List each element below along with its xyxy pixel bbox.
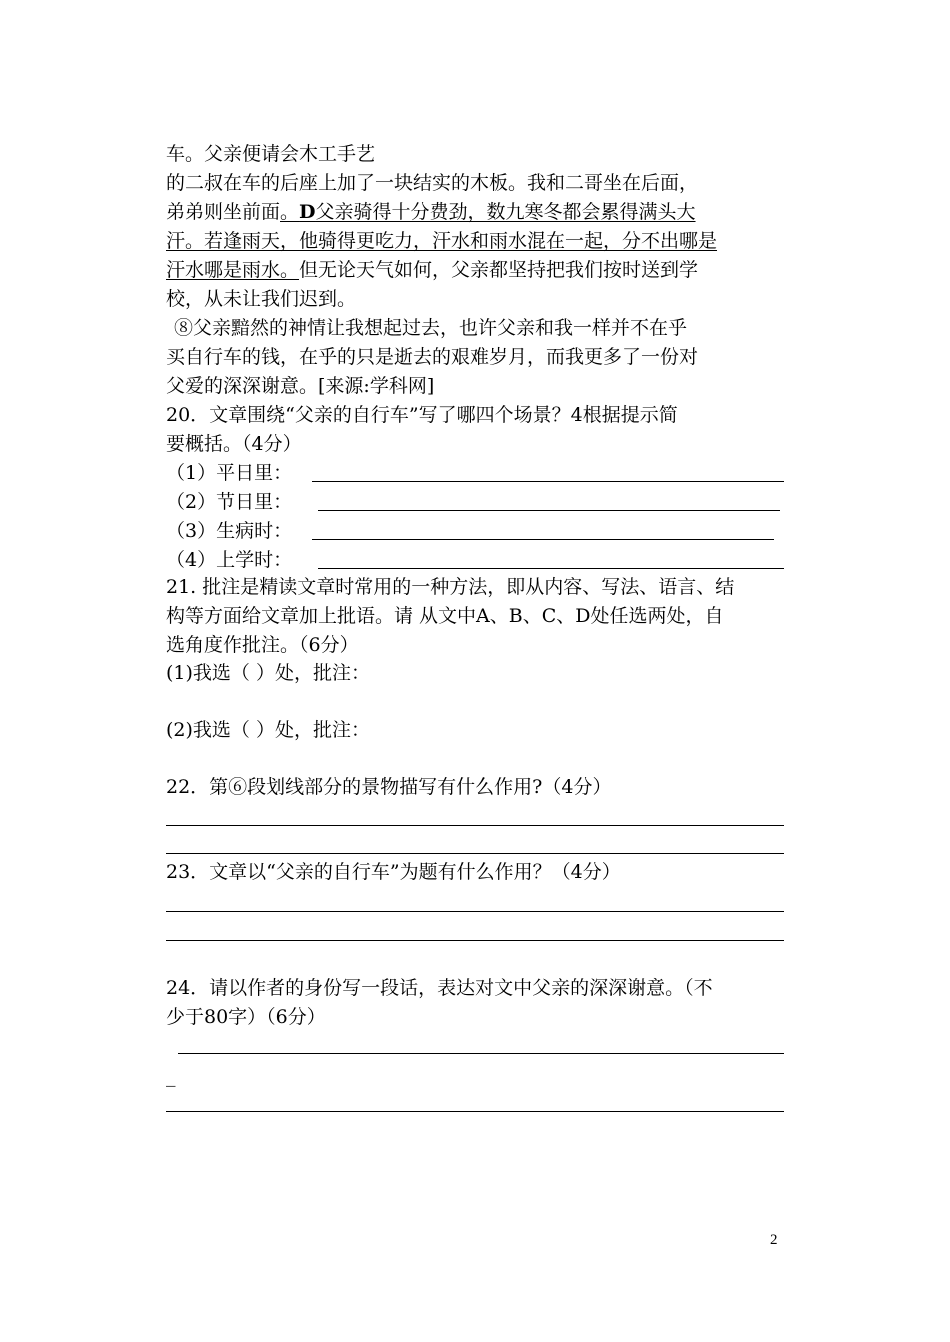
passage-text: 但无论天气如何，父亲都坚持把我们按时送到学 [299, 259, 699, 281]
answer-line[interactable] [166, 940, 784, 941]
question-24 [166, 974, 786, 1032]
passage-line: 校，从未让我们迟到。 [166, 288, 357, 310]
annotation-marker-d: D [299, 201, 316, 223]
answer-line[interactable] [166, 1111, 784, 1112]
answer-line[interactable] [166, 911, 784, 912]
answer-line[interactable] [178, 1053, 784, 1054]
underscore-stub: _ [166, 1065, 176, 1087]
question-23 [166, 858, 786, 887]
question-20-prompt: 20．文章围绕“父亲的自行车”写了哪四个场景？4根据提示简 [166, 404, 678, 426]
underlined-line: 汗。若逢雨天，他骑得更吃力，汗水和雨水混在一起，分不出哪是 [166, 230, 718, 252]
passage-line: 车。父亲便请会木工手艺 [166, 143, 376, 165]
passage-line: 的二叔在车的后座上加了一块结实的木板。我和二哥坐在后面， [166, 172, 699, 194]
answer-line[interactable] [312, 539, 774, 540]
paragraph-8-line: 买自行车的钱，在乎的只是逝去的艰难岁月，而我更多了一份对 [166, 346, 699, 368]
answer-line[interactable] [166, 853, 784, 854]
answer-line[interactable] [318, 510, 780, 511]
question-21-prompt: 构等方面给文章加上批语。请 从文中A、B、C、D处任选两处，自 [166, 605, 724, 627]
q20-item-2: （2）节日里： [166, 491, 293, 513]
answer-line[interactable] [318, 568, 784, 569]
question-21 [166, 573, 786, 660]
q21-item-1 [166, 659, 786, 688]
passage [166, 140, 786, 401]
q21-item-2 [166, 716, 786, 745]
q21-item-1-label: (1)我选（ ）处，批注： [166, 662, 370, 684]
answer-line[interactable] [312, 481, 784, 482]
question-24-prompt: 少于80字）（6分） [166, 1006, 326, 1028]
passage-line [166, 198, 786, 227]
question-20 [166, 401, 786, 575]
q20-item-1: （1）平日里： [166, 462, 293, 484]
q20-item-3: （3）生病时： [166, 520, 293, 542]
underlined-text: 。D父亲骑得十分费劲，数九寒冬都会累得满头大 [280, 201, 696, 223]
question-22 [166, 773, 786, 802]
question-23-prompt: 23．文章以“父亲的自行车”为题有什么作用？（4分） [166, 861, 621, 883]
paragraph-8-line: ⑧父亲黯然的神情让我想起过去，也许父亲和我一样并不在乎 [174, 317, 688, 339]
underlined-text: 汗水哪是雨水。 [166, 259, 300, 281]
question-21-prompt: 选角度作批注。（6分） [166, 634, 359, 656]
passage-line [166, 256, 786, 285]
question-24-prompt: 24．请以作者的身份写一段话，表达对文中父亲的深深谢意。（不 [166, 977, 713, 999]
question-21-prompt: 21. 批注是精读文章时常用的一种方法，即从内容、写法、语言、结 [166, 576, 735, 598]
answer-stub [166, 1062, 786, 1091]
q20-item-4: （4）上学时： [166, 549, 293, 571]
question-22-prompt: 22．第⑥段划线部分的景物描写有什么作用?（4分） [166, 776, 612, 798]
q21-item-2-label: (2)我选（ ）处，批注： [166, 719, 370, 741]
question-20-prompt: 要概括。（4分） [166, 433, 302, 455]
passage-text: 弟弟则坐前面 [166, 201, 281, 223]
page-number: 2 [770, 1232, 778, 1248]
answer-line[interactable] [166, 825, 784, 826]
paragraph-8-line: 父爱的深深谢意。[来源:学科网] [166, 375, 435, 397]
